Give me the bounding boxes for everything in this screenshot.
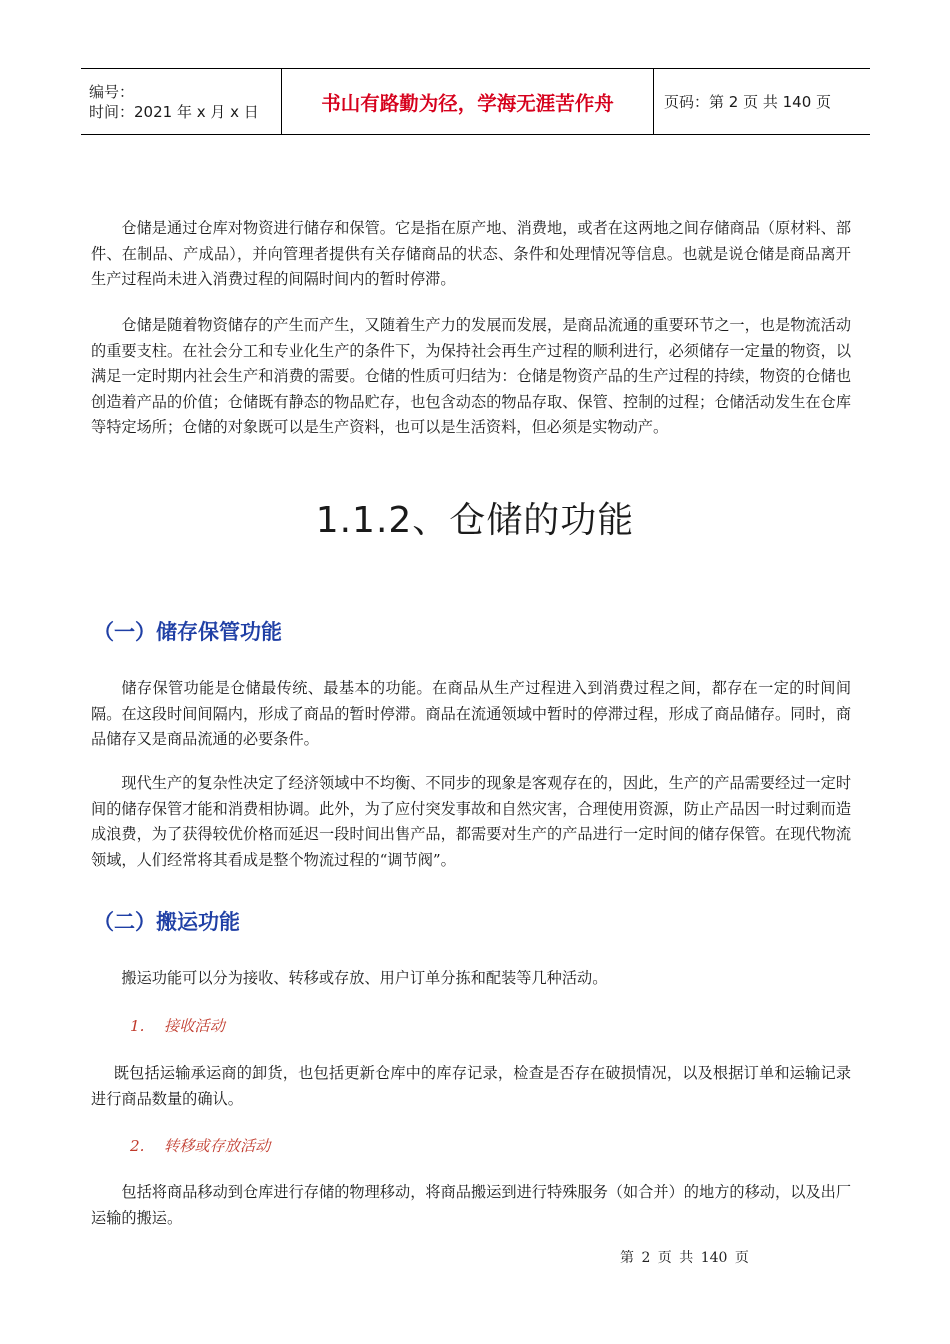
header-meta [81,69,282,134]
header-motto [282,69,654,134]
paragraph-handling-intro: 搬运功能可以分为接收、转移或存放、用户订单分拣和配装等几种活动。 [121,969,608,987]
section-title-storage-functions: 1.1.2、仓储的功能 [315,500,635,541]
document-header [81,68,870,135]
paragraph-storage-nature: 仓储是随着物资储存的产生而产生，又随着生产力的发展而发展，是商品流通的重要环节之一，也是物流活动的重要支柱。在社会分工和专业化生产的条件下，为保持社会再生产过程的顺利进行，必须储存一定量的物资，以满足一定时期内社会生产和消费的需要。仓储的性质可归结为：仓储是物资产品的生产过程的持续，物资的仓储也创造着产品的价值；仓储既有静态的物品贮存，也包含动态的物品存取、保管、控制的过程；仓储活动发生在仓库等特定场所；仓储的对象既可以是生产资料，也可以是生活资料，但必须是实物动产。 [91,316,851,436]
subsection-title-storage-keeping: （一）储存保管功能 [93,620,282,644]
list-item-number: 2. [130,1137,145,1155]
subsection-title-handling: （二）搬运功能 [93,910,240,934]
header-page-info [654,69,870,134]
motto-text: 书山有路勤为径，学海无涯苦作舟 [321,91,614,115]
list-item-transfer [130,1135,270,1156]
number-label: 编号： [89,82,135,101]
list-item-label: 接收活动 [164,1017,225,1035]
date-label: 时间：2021 年 x 月 x 日 [89,102,259,121]
page-footer: 第 2 页 共 140 页 [620,1250,749,1266]
list-item-label: 转移或存放活动 [164,1137,271,1155]
paragraph-storage-keeping-1: 储存保管功能是仓储最传统、最基本的功能。在商品从生产过程进入到消费过程之间，都存在一定的时间间隔。在这段时间间隔内，形成了商品的暂时停滞。商品在流通领域中暂时的停滞过程，形成了商品储存。同时，商品储存又是商品流通的必要条件。 [91,679,851,748]
paragraph-receiving: 既包括运输承运商的卸货，也包括更新仓库中的库存记录，检查是否存在破损情况，以及根据订单和运输记录进行商品数量的确认。 [91,1064,851,1108]
list-item-number: 1. [130,1017,145,1035]
paragraph-storage-keeping-2: 现代生产的复杂性决定了经济领域中不均衡、不同步的现象是客观存在的，因此，生产的产品需要经过一定时间的储存保管才能和消费相协调。此外，为了应付突发事故和自然灾害，合理使用资源，防止产品因一时过剩而造成浪费，为了获得较优价格而延迟一段时间出售产品，都需要对生产的产品进行一定时间的储存保管。在现代物流领域，人们经常将其看成是整个物流过程的“调节阀”。 [91,774,851,869]
page-info-text: 页码：第 2 页 共 140 页 [664,93,832,111]
paragraph-storage-definition: 仓储是通过仓库对物资进行储存和保管。它是指在原产地、消费地，或者在这两地之间存储商品（原材料、部件、在制品、产成品），并向管理者提供有关存储商品的状态、条件和处理情况等信息。也就是说仓储是商品离开生产过程尚未进入消费过程的间隔时间内的暂时停滞。 [91,219,851,288]
list-item-receiving [130,1015,225,1036]
paragraph-transfer: 包括将商品移动到仓库进行存储的物理移动，将商品搬运到进行特殊服务（如合并）的地方的移动，以及出厂运输的搬运。 [91,1183,851,1227]
